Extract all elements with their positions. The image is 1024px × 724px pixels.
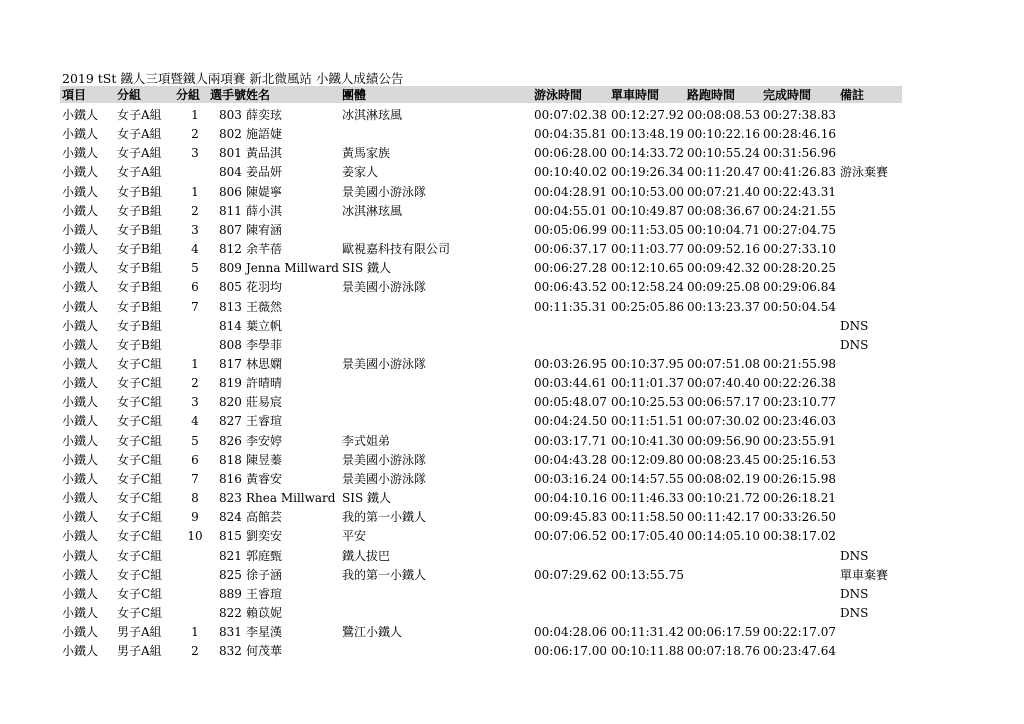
cell-bib: 831 [219,625,242,639]
cell-name: 陳媞寧 [246,184,283,199]
cell-swim-time: 00:10:40.02 [534,165,607,180]
cell-bib: 811 [219,203,242,218]
cell-place: 6 [191,280,199,295]
cell-finish-time: 00:27:38.83 [763,108,836,122]
cell-bib: 808 [219,337,242,352]
cell-bib: 814 [219,318,242,333]
cell-bib: 801 [219,146,242,161]
cell-finish-time: 00:26:15.98 [763,471,836,486]
cell-swim-time: 00:06:37.17 [534,242,607,256]
table-row [0,240,1024,258]
cell-name: 施語婕 [246,127,283,142]
cell-finish-time: 00:23:47.64 [763,644,836,659]
cell-group: 女子B組 [117,337,162,352]
cell-group: 女子C組 [117,491,163,505]
cell-group: 男子A組 [117,644,162,659]
cell-name: 王睿瑄 [246,414,283,429]
cell-event: 小鐵人 [62,127,99,142]
table-row [0,470,1024,488]
cell-name: 李學菲 [246,337,283,352]
cell-bike-time: 00:25:05.86 [611,299,684,314]
cell-swim-time: 00:04:28.91 [534,184,607,199]
cell-run-time: 00:07:51.08 [687,356,760,371]
cell-bike-time: 00:10:41.30 [611,433,684,448]
cell-bib: 825 [219,567,242,582]
cell-run-time: 00:10:04.71 [687,222,760,237]
table-row [0,604,1024,622]
cell-swim-time: 00:09:45.83 [534,510,607,525]
table-row [0,183,1024,201]
header-event: 項目 [62,88,87,102]
cell-place: 2 [191,127,199,142]
cell-finish-time: 00:33:26.50 [763,510,836,525]
cell-group: 女子C組 [117,356,163,371]
cell-swim-time: 00:07:06.52 [534,529,607,544]
cell-bib: 822 [219,605,242,620]
cell-name: Jenna Millward [246,261,339,276]
cell-run-time: 00:14:05.10 [687,529,760,544]
page-title: 2019 tSt 鐵人三項暨鐵人兩項賽 新北微風站 小鐵人成績公告 [62,71,404,86]
cell-event: 小鐵人 [62,452,99,467]
header-note: 備註 [840,88,865,102]
cell-finish-time: 00:38:17.02 [763,529,836,544]
cell-bike-time: 00:14:57.55 [611,471,684,486]
cell-event: 小鐵人 [62,376,99,391]
cell-bike-time: 00:19:26.34 [611,165,684,180]
cell-bike-time: 00:11:58.50 [611,510,684,525]
cell-swim-time: 00:07:02.38 [534,108,607,122]
cell-group: 女子C組 [117,567,163,582]
table-row [0,527,1024,545]
cell-event: 小鐵人 [62,242,99,256]
cell-place: 10 [187,529,203,544]
cell-group: 女子B組 [117,203,162,218]
cell-group: 女子B組 [117,261,162,276]
cell-event: 小鐵人 [62,605,99,620]
cell-event: 小鐵人 [62,529,99,544]
cell-swim-time: 00:04:43.28 [534,452,607,467]
cell-run-time: 00:13:23.37 [687,299,760,314]
cell-group: 女子A組 [117,127,162,142]
cell-name: 余芊蓓 [246,242,283,256]
cell-run-time: 00:10:22.16 [687,127,760,142]
cell-place: 4 [191,414,199,429]
cell-bike-time: 00:14:33.72 [611,146,684,161]
cell-team: SIS 鐵人 [342,491,391,505]
header-name: 姓名 [246,88,271,102]
cell-note: DNS [840,337,869,352]
cell-name: 劉奕安 [246,529,283,544]
cell-team: 歐視嘉科技有限公司 [342,242,451,256]
cell-bib: 827 [219,414,242,429]
cell-finish-time: 00:26:18.21 [763,491,836,505]
cell-group: 女子B組 [117,242,162,256]
cell-name: 姜品妍 [246,165,283,180]
cell-team: 景美國小游泳隊 [342,280,427,295]
header-finish-time: 完成時間 [763,88,812,102]
table-row [0,451,1024,469]
cell-swim-time: 00:03:26.95 [534,356,607,371]
cell-run-time: 00:08:08.53 [687,108,760,122]
cell-name: 李星漢 [246,625,283,639]
cell-swim-time: 00:03:17.71 [534,433,607,448]
cell-name: 莊易宸 [246,395,283,410]
cell-group: 女子A組 [117,108,162,122]
cell-swim-time: 00:03:16.24 [534,471,607,486]
cell-event: 小鐵人 [62,299,99,314]
table-row [0,144,1024,162]
cell-event: 小鐵人 [62,491,99,505]
cell-swim-time: 00:06:28.00 [534,146,607,161]
cell-group: 女子A組 [117,146,162,161]
cell-bib: 802 [219,127,242,142]
cell-event: 小鐵人 [62,586,99,601]
cell-team: 景美國小游泳隊 [342,452,427,467]
cell-event: 小鐵人 [62,644,99,659]
cell-event: 小鐵人 [62,165,99,180]
cell-group: 女子B組 [117,280,162,295]
cell-place: 2 [191,644,199,659]
cell-team: SIS 鐵人 [342,261,391,276]
cell-bike-time: 00:10:11.88 [611,644,684,659]
cell-run-time: 00:10:55.24 [687,146,760,161]
cell-place: 1 [191,184,199,199]
cell-bike-time: 00:10:37.95 [611,356,684,371]
cell-team: 李式姐弟 [342,433,391,448]
cell-event: 小鐵人 [62,433,99,448]
cell-run-time: 00:08:23.45 [687,452,760,467]
cell-name: 高館芸 [246,510,283,525]
cell-bike-time: 00:12:10.65 [611,261,684,276]
cell-group: 女子A組 [117,165,162,180]
table-row [0,355,1024,373]
cell-swim-time: 00:04:24.50 [534,414,607,429]
cell-bike-time: 00:12:27.92 [611,108,684,122]
cell-run-time: 00:08:36.67 [687,203,760,218]
cell-finish-time: 00:24:21.55 [763,203,836,218]
cell-bib: 813 [219,299,242,314]
table-row [0,259,1024,277]
cell-team: 景美國小游泳隊 [342,184,427,199]
cell-place: 3 [191,222,199,237]
cell-note: DNS [840,586,869,601]
cell-note: DNS [840,548,869,563]
cell-bike-time: 00:10:53.00 [611,184,684,199]
cell-swim-time: 00:05:06.99 [534,222,607,237]
table-header-row [0,86,1024,104]
cell-place: 4 [191,242,199,256]
cell-finish-time: 00:27:04.75 [763,222,836,237]
cell-run-time: 00:11:42.17 [687,510,760,525]
cell-event: 小鐵人 [62,337,99,352]
cell-note: DNS [840,318,869,333]
cell-group: 女子C組 [117,395,163,410]
cell-name: 李安婷 [246,433,283,448]
table-row [0,566,1024,584]
cell-swim-time: 00:06:17.00 [534,644,607,659]
cell-team: 平安 [342,529,367,544]
table-row [0,163,1024,181]
cell-name: 黃睿安 [246,471,283,486]
table-row [0,202,1024,220]
table-row [0,393,1024,411]
table-row [0,412,1024,430]
cell-event: 小鐵人 [62,625,99,639]
cell-name: 徐子涵 [246,567,283,582]
cell-place: 5 [191,433,199,448]
cell-place: 3 [191,395,199,410]
cell-bib: 807 [219,222,242,237]
cell-event: 小鐵人 [62,203,99,218]
cell-run-time: 00:07:21.40 [687,184,760,199]
cell-name: 何茂華 [246,644,283,659]
cell-finish-time: 00:25:16.53 [763,452,836,467]
cell-group: 女子B組 [117,318,162,333]
cell-event: 小鐵人 [62,356,99,371]
cell-group: 女子C組 [117,510,163,525]
cell-team: 我的第一小鐵人 [342,510,427,525]
cell-run-time: 00:09:56.90 [687,433,760,448]
cell-team: 鐵人拔巴 [342,548,391,563]
cell-bib: 812 [219,242,242,256]
cell-bike-time: 00:10:49.87 [611,203,684,218]
header-team: 團體 [342,88,367,102]
table-row [0,336,1024,354]
cell-event: 小鐵人 [62,280,99,295]
cell-place: 6 [191,452,199,467]
cell-finish-time: 00:23:55.91 [763,433,836,448]
cell-group: 女子B組 [117,299,162,314]
table-row [0,221,1024,239]
cell-bib: 818 [219,452,242,467]
cell-name: 王睿瑄 [246,586,283,601]
cell-team: 冰淇淋玹風 [342,203,403,218]
cell-place: 2 [191,203,199,218]
cell-event: 小鐵人 [62,318,99,333]
table-row [0,642,1024,660]
cell-event: 小鐵人 [62,222,99,237]
cell-finish-time: 00:27:33.10 [763,242,836,256]
cell-bike-time: 00:11:46.33 [611,491,684,505]
cell-name: 花羽均 [246,280,283,295]
cell-bike-time: 00:11:31.42 [611,625,684,639]
cell-bike-time: 00:17:05.40 [611,529,684,544]
cell-finish-time: 00:22:17.07 [763,625,836,639]
cell-bib: 803 [219,108,242,122]
cell-bike-time: 00:11:51.51 [611,414,684,429]
cell-run-time: 00:10:21.72 [687,491,760,505]
table-row [0,125,1024,143]
cell-group: 女子C組 [117,471,163,486]
cell-bib: 826 [219,433,242,448]
cell-bike-time: 00:11:53.05 [611,222,684,237]
cell-bib: 821 [219,548,242,563]
cell-bike-time: 00:11:03.77 [611,242,684,256]
cell-swim-time: 00:05:48.07 [534,395,607,410]
cell-note: 游泳棄賽 [840,165,889,180]
cell-run-time: 00:09:42.32 [687,261,760,276]
cell-swim-time: 00:04:28.06 [534,625,607,639]
cell-bike-time: 00:10:25.53 [611,395,684,410]
cell-finish-time: 00:29:06.84 [763,280,836,295]
cell-event: 小鐵人 [62,261,99,276]
cell-place: 3 [191,146,199,161]
cell-name: Rhea Millward [246,491,336,505]
cell-group: 女子C組 [117,586,163,601]
cell-team: 黃馬家族 [342,146,391,161]
cell-place: 1 [191,625,199,639]
cell-group: 女子C組 [117,433,163,448]
cell-group: 女子C組 [117,452,163,467]
cell-bib: 889 [219,586,242,601]
cell-note: 單車棄賽 [840,567,889,582]
table-row [0,547,1024,565]
table-row [0,432,1024,450]
cell-bib: 804 [219,165,242,180]
cell-finish-time: 00:22:43.31 [763,184,836,199]
cell-team: 鷺江小鐵人 [342,625,403,639]
header-group: 分組 [117,88,142,102]
cell-event: 小鐵人 [62,510,99,525]
cell-finish-time: 00:21:55.98 [763,356,836,371]
cell-bib: 832 [219,644,242,659]
cell-finish-time: 00:50:04.54 [763,299,836,314]
cell-group: 男子A組 [117,625,162,639]
cell-team: 我的第一小鐵人 [342,567,427,582]
cell-place: 1 [191,356,199,371]
cell-finish-time: 00:23:46.03 [763,414,836,429]
cell-finish-time: 00:28:20.25 [763,261,836,276]
cell-bike-time: 00:12:58.24 [611,280,684,295]
cell-bib: 815 [219,529,242,544]
table-row [0,106,1024,124]
cell-event: 小鐵人 [62,414,99,429]
cell-run-time: 00:09:25.08 [687,280,760,295]
cell-event: 小鐵人 [62,146,99,161]
table-row [0,317,1024,335]
cell-group: 女子B組 [117,184,162,199]
cell-name: 陳宥涵 [246,222,283,237]
cell-event: 小鐵人 [62,108,99,122]
cell-swim-time: 00:04:35.81 [534,127,607,142]
cell-group: 女子C組 [117,414,163,429]
cell-bib: 809 [219,261,242,276]
header-swim-time: 游泳時間 [534,88,583,102]
cell-event: 小鐵人 [62,395,99,410]
cell-place: 5 [191,261,199,276]
cell-group: 女子C組 [117,605,163,620]
cell-finish-time: 00:22:26.38 [763,376,836,391]
cell-place: 8 [191,491,199,505]
table-row [0,623,1024,641]
cell-name: 郭庭甄 [246,548,283,563]
cell-swim-time: 00:07:29.62 [534,567,607,582]
cell-bib: 820 [219,395,242,410]
header-bike-time: 單車時間 [611,88,660,102]
cell-bib: 816 [219,471,242,486]
table-row [0,278,1024,296]
cell-place: 1 [191,108,199,122]
cell-bib: 817 [219,356,242,371]
header-run-time: 路跑時間 [687,88,736,102]
cell-place: 7 [191,299,199,314]
cell-place: 2 [191,376,199,391]
cell-bib: 806 [219,184,242,199]
cell-name: 薛奕玹 [246,108,283,122]
cell-run-time: 00:06:17.59 [687,625,760,639]
cell-name: 葉立帆 [246,318,283,333]
cell-run-time: 00:06:57.17 [687,395,760,410]
cell-bike-time: 00:12:09.80 [611,452,684,467]
cell-swim-time: 00:06:43.52 [534,280,607,295]
cell-run-time: 00:07:40.40 [687,376,760,391]
cell-place: 9 [191,510,199,525]
cell-name: 黃品淇 [246,146,283,161]
cell-finish-time: 00:41:26.83 [763,165,836,180]
cell-bib: 824 [219,510,242,525]
cell-swim-time: 00:04:55.01 [534,203,607,218]
cell-place: 7 [191,471,199,486]
cell-bike-time: 00:13:55.75 [611,567,684,582]
header-bib: 選手號 [210,88,247,102]
cell-bike-time: 00:11:01.37 [611,376,684,391]
cell-group: 女子C組 [117,529,163,544]
cell-name: 陳昱蓁 [246,452,283,467]
cell-event: 小鐵人 [62,548,99,563]
cell-finish-time: 00:28:46.16 [763,127,836,142]
cell-run-time: 00:11:20.47 [687,165,760,180]
cell-team: 景美國小游泳隊 [342,471,427,486]
cell-bib: 819 [219,376,242,391]
cell-name: 賴苡妮 [246,605,283,620]
cell-bib: 805 [219,280,242,295]
header-place: 分組 [176,88,201,102]
cell-team: 姜家人 [342,165,379,180]
cell-team: 冰淇淋玹風 [342,108,403,122]
table-row [0,585,1024,603]
cell-finish-time: 00:31:56.96 [763,146,836,161]
cell-run-time: 00:09:52.16 [687,242,760,256]
cell-finish-time: 00:23:10.77 [763,395,836,410]
table-row [0,489,1024,507]
cell-bike-time: 00:13:48.19 [611,127,684,142]
cell-run-time: 00:08:02.19 [687,471,760,486]
cell-event: 小鐵人 [62,471,99,486]
cell-name: 許晴晴 [246,376,283,391]
cell-group: 女子C組 [117,376,163,391]
cell-note: DNS [840,605,869,620]
cell-run-time: 00:07:18.76 [687,644,760,659]
cell-event: 小鐵人 [62,567,99,582]
table-row [0,374,1024,392]
cell-bib: 823 [219,491,242,505]
cell-run-time: 00:07:30.02 [687,414,760,429]
cell-group: 女子C組 [117,548,163,563]
cell-swim-time: 00:11:35.31 [534,299,607,314]
cell-team: 景美國小游泳隊 [342,356,427,371]
cell-swim-time: 00:06:27.28 [534,261,607,276]
cell-name: 薛小淇 [246,203,283,218]
cell-name: 王薇然 [246,299,283,314]
cell-swim-time: 00:03:44.61 [534,376,607,391]
cell-event: 小鐵人 [62,184,99,199]
cell-group: 女子B組 [117,222,162,237]
cell-name: 林思嫻 [246,356,283,371]
table-row [0,298,1024,316]
table-row [0,508,1024,526]
cell-swim-time: 00:04:10.16 [534,491,607,505]
